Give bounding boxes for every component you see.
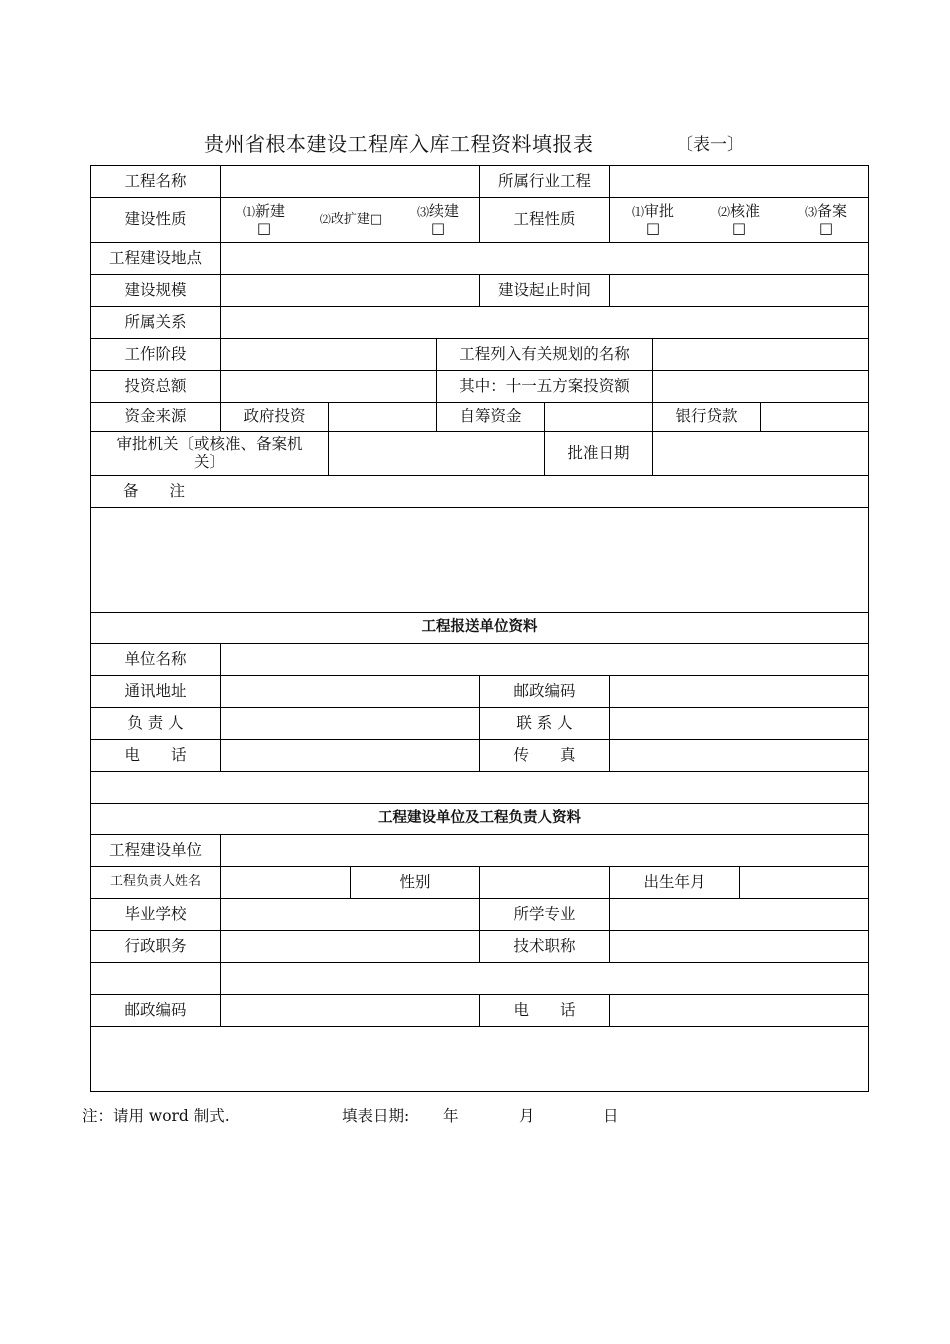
label-contact: 联 系 人: [479, 707, 610, 740]
label-leader-name: 工程负责人姓名: [90, 866, 221, 899]
label-builder-postcode: 邮政编码: [90, 994, 221, 1027]
builder-notes-field[interactable]: [90, 1026, 869, 1092]
option-expand[interactable]: ⑵改扩建□: [319, 212, 383, 227]
label-person-in-charge: 负 责 人: [90, 707, 221, 740]
builder-phone-field[interactable]: [609, 994, 869, 1027]
section-heading-builder: 工程建设单位及工程负责人资料: [90, 803, 869, 835]
remarks-field[interactable]: [90, 507, 869, 613]
label-position: 行政职务: [90, 930, 221, 963]
postcode-field[interactable]: [609, 675, 869, 708]
self-funds-field[interactable]: [544, 402, 653, 432]
checkbox-file[interactable]: □: [818, 219, 834, 237]
gov-investment-field[interactable]: [328, 402, 437, 432]
tech-title-field[interactable]: [609, 930, 869, 963]
checkbox-continue[interactable]: □: [430, 219, 446, 237]
label-self-funds: 自筹资金: [436, 402, 545, 432]
gender-field[interactable]: [479, 866, 610, 899]
form-title-table-number: 〔表一〕: [676, 135, 744, 155]
label-unit-name: 单位名称: [90, 643, 221, 676]
location-field[interactable]: [220, 242, 869, 275]
address-field[interactable]: [220, 675, 480, 708]
label-gender: 性别: [350, 866, 480, 899]
label-major: 所学专业: [479, 898, 610, 931]
label-project-nature: 工程性质: [479, 197, 610, 243]
person-in-charge-field[interactable]: [220, 707, 480, 740]
footer-date-label: 填表日期:: [342, 1107, 410, 1125]
checkbox-ratify[interactable]: □: [731, 219, 747, 237]
label-relation: 所属关系: [90, 306, 221, 339]
major-field[interactable]: [609, 898, 869, 931]
label-birth: 出生年月: [609, 866, 740, 899]
fax-field[interactable]: [609, 739, 869, 772]
label-plan-name: 工程列入有关规划的名称: [436, 338, 653, 371]
label-gov-investment: 政府投资: [220, 402, 329, 432]
label-industry: 所属行业工程: [479, 165, 610, 198]
label-bank-loan: 银行贷款: [652, 402, 761, 432]
label-fax: 传 真: [479, 739, 610, 772]
unit-name-field[interactable]: [220, 643, 869, 676]
label-postcode: 邮政编码: [479, 675, 610, 708]
project-nature-options: [609, 197, 869, 243]
approval-date-field[interactable]: [652, 431, 869, 476]
label-plan-investment: 其中：十一五方案投资额: [436, 370, 653, 403]
approval-authority-field[interactable]: [328, 431, 545, 476]
construction-nature-options: [220, 197, 480, 243]
label-location: 工程建设地点: [90, 242, 221, 275]
bank-loan-field[interactable]: [760, 402, 869, 432]
blank-row: [90, 771, 869, 804]
builder-postcode-field[interactable]: [220, 994, 480, 1027]
label-approval-date: 批准日期: [544, 431, 653, 476]
label-fund-source: 资金来源: [90, 402, 221, 432]
label-construction-nature: 建设性质: [90, 197, 221, 243]
leader-name-field[interactable]: [220, 866, 351, 899]
form-table: [91, 166, 869, 1092]
label-builder-phone: 电 话: [479, 994, 610, 1027]
blank-label-cell: [90, 962, 221, 995]
project-name-field[interactable]: [220, 165, 480, 198]
label-tech-title: 技术职称: [479, 930, 610, 963]
label-stage: 工作阶段: [90, 338, 221, 371]
option-approve[interactable]: ⑴审批 □: [620, 202, 686, 235]
option-new-build[interactable]: ⑴新建 □: [233, 202, 295, 235]
position-field[interactable]: [220, 930, 480, 963]
footer-day: 日: [603, 1107, 619, 1125]
school-field[interactable]: [220, 898, 480, 931]
period-field[interactable]: [609, 274, 869, 307]
footer-month: 月: [519, 1107, 535, 1125]
stage-field[interactable]: [220, 338, 437, 371]
contact-field[interactable]: [609, 707, 869, 740]
relation-field[interactable]: [220, 306, 869, 339]
option-ratify[interactable]: ⑵核准 □: [706, 202, 772, 235]
label-scale: 建设规模: [90, 274, 221, 307]
label-remarks: 备 注: [90, 475, 869, 508]
builder-unit-field[interactable]: [220, 834, 869, 867]
label-total-investment: 投资总额: [90, 370, 221, 403]
form-title-main: 贵州省根本建设工程库入库工程资料填报表: [204, 132, 594, 156]
label-period: 建设起止时间: [479, 274, 610, 307]
option-continue[interactable]: ⑶续建 □: [405, 202, 471, 235]
phone-field[interactable]: [220, 739, 480, 772]
birth-field[interactable]: [739, 866, 869, 899]
plan-name-field[interactable]: [652, 338, 869, 371]
label-approval-authority: 审批机关〔或核准、备案机关〕: [90, 431, 329, 476]
scale-field[interactable]: [220, 274, 480, 307]
option-file[interactable]: ⑶备案 □: [793, 202, 859, 235]
label-phone: 电 话: [90, 739, 221, 772]
form-title: [0, 128, 950, 158]
industry-field[interactable]: [609, 165, 869, 198]
checkbox-approve[interactable]: □: [645, 219, 661, 237]
footer-note: 注：请用 word 制式.: [82, 1107, 230, 1125]
blank-field-cell[interactable]: [220, 962, 869, 995]
total-investment-field[interactable]: [220, 370, 437, 403]
label-school: 毕业学校: [90, 898, 221, 931]
footer-year: 年: [443, 1107, 459, 1125]
label-builder-unit: 工程建设单位: [90, 834, 221, 867]
label-address: 通讯地址: [90, 675, 221, 708]
plan-investment-field[interactable]: [652, 370, 869, 403]
checkbox-new-build[interactable]: □: [256, 219, 272, 237]
label-project-name: 工程名称: [90, 165, 221, 198]
section-heading-submitter: 工程报送单位资料: [90, 612, 869, 644]
